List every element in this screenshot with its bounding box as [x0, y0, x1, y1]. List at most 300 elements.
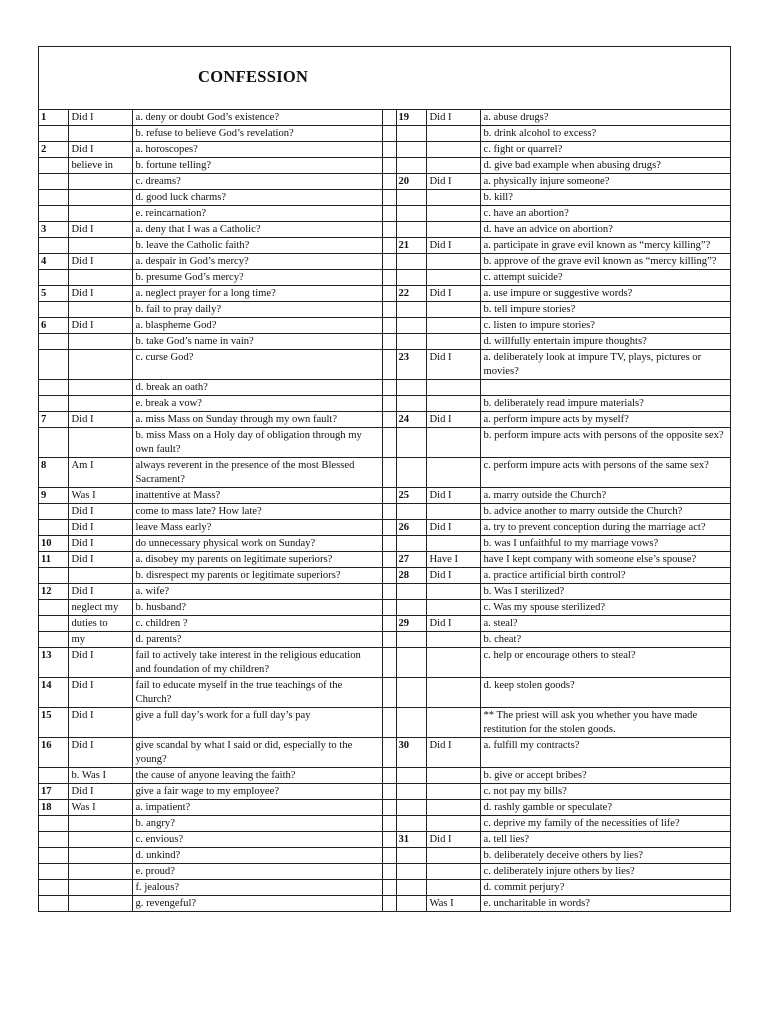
item-question: c. not pay my bills? [480, 784, 730, 800]
item-number [396, 380, 426, 396]
item-number: 21 [396, 238, 426, 254]
item-number: 29 [396, 616, 426, 632]
column-gap [382, 678, 396, 708]
item-number [396, 880, 426, 896]
item-number [39, 334, 68, 350]
item-prefix: Did I [68, 520, 132, 536]
item-number [396, 334, 426, 350]
item-number: 7 [39, 412, 68, 428]
item-number [39, 126, 68, 142]
item-question: a. participate in grave evil known as “mercy killing”? [480, 238, 730, 254]
item-prefix [68, 880, 132, 896]
column-gap [382, 632, 396, 648]
item-question: c. children ? [132, 616, 382, 632]
item-number: 31 [396, 832, 426, 848]
item-prefix: Did I [426, 350, 480, 380]
table-row [39, 412, 730, 428]
item-question: a. deliberately look at impure TV, plays, pictures or movies? [480, 350, 730, 380]
item-prefix [426, 536, 480, 552]
item-number: 19 [396, 110, 426, 126]
table-row [39, 350, 730, 380]
item-prefix: Did I [68, 254, 132, 270]
item-number [39, 174, 68, 190]
item-number [39, 380, 68, 396]
item-prefix [426, 848, 480, 864]
column-gap [382, 238, 396, 254]
item-number [396, 632, 426, 648]
item-question: a. neglect prayer for a long time? [132, 286, 382, 302]
page-title: CONFESSION [198, 67, 309, 86]
item-question: b. tell impure stories? [480, 302, 730, 318]
item-number [39, 396, 68, 412]
table-row [39, 110, 730, 126]
item-number [39, 206, 68, 222]
item-prefix [426, 380, 480, 396]
table-row [39, 648, 730, 678]
item-question: c. deliberately injure others by lies? [480, 864, 730, 880]
column-gap [382, 568, 396, 584]
item-question: b. disrespect my parents or legitimate superiors? [132, 568, 382, 584]
item-question: b. kill? [480, 190, 730, 206]
item-question: d. willfully entertain impure thoughts? [480, 334, 730, 350]
column-gap [382, 396, 396, 412]
item-prefix: Did I [426, 488, 480, 504]
item-prefix: Did I [426, 412, 480, 428]
item-prefix [426, 584, 480, 600]
item-prefix: Did I [68, 536, 132, 552]
item-prefix [426, 768, 480, 784]
item-number [396, 864, 426, 880]
item-number [39, 350, 68, 380]
item-prefix: Did I [426, 832, 480, 848]
column-gap [382, 380, 396, 396]
item-question: a. horoscopes? [132, 142, 382, 158]
table-row [39, 504, 730, 520]
item-question: c. perform impure acts with persons of the same sex? [480, 458, 730, 488]
item-question: d. keep stolen goods? [480, 678, 730, 708]
item-number: 18 [39, 800, 68, 816]
item-number: 1 [39, 110, 68, 126]
table-row [39, 318, 730, 334]
item-number: 20 [396, 174, 426, 190]
item-prefix: believe in [68, 158, 132, 174]
table-row [39, 832, 730, 848]
table-row [39, 678, 730, 708]
column-gap [382, 504, 396, 520]
item-number [39, 158, 68, 174]
item-prefix: Did I [68, 142, 132, 158]
column-gap [382, 190, 396, 206]
item-number [39, 768, 68, 784]
item-question: give scandal by what I said or did, especially to the young? [132, 738, 382, 768]
item-prefix: Did I [68, 318, 132, 334]
item-number: 23 [396, 350, 426, 380]
item-prefix [68, 896, 132, 912]
item-number [396, 206, 426, 222]
item-prefix [426, 254, 480, 270]
table-row [39, 222, 730, 238]
item-number [39, 504, 68, 520]
item-prefix: Have I [426, 552, 480, 568]
item-prefix [68, 238, 132, 254]
item-question: b. refuse to believe God’s revelation? [132, 126, 382, 142]
column-gap [382, 600, 396, 616]
item-number [396, 158, 426, 174]
item-question: a. despair in God’s mercy? [132, 254, 382, 270]
item-question: a. steal? [480, 616, 730, 632]
column-gap [382, 254, 396, 270]
column-gap [382, 334, 396, 350]
item-prefix [426, 504, 480, 520]
item-number: 4 [39, 254, 68, 270]
item-prefix [68, 126, 132, 142]
item-question: c. listen to impure stories? [480, 318, 730, 334]
item-question: b. deliberately read impure materials? [480, 396, 730, 412]
item-question: b. deliberately deceive others by lies? [480, 848, 730, 864]
item-prefix [68, 428, 132, 458]
item-prefix: Did I [426, 738, 480, 768]
item-prefix [426, 632, 480, 648]
item-number: 15 [39, 708, 68, 738]
item-question: a. physically injure someone? [480, 174, 730, 190]
item-number: 2 [39, 142, 68, 158]
column-gap [382, 428, 396, 458]
item-number [396, 896, 426, 912]
item-question: b. approve of the grave evil known as “mercy killing”? [480, 254, 730, 270]
item-number [39, 632, 68, 648]
item-question: d. break an oath? [132, 380, 382, 396]
item-question: a. fulfill my contracts? [480, 738, 730, 768]
column-gap [382, 458, 396, 488]
item-prefix: Did I [68, 110, 132, 126]
item-question: b. angry? [132, 816, 382, 832]
item-number [396, 648, 426, 678]
column-gap [382, 206, 396, 222]
item-prefix: Did I [426, 286, 480, 302]
item-number [39, 600, 68, 616]
column-gap [382, 142, 396, 158]
item-number: 5 [39, 286, 68, 302]
item-number [396, 142, 426, 158]
item-question: b. Was I sterilized? [480, 584, 730, 600]
column-gap [382, 110, 396, 126]
column-gap [382, 768, 396, 784]
column-gap [382, 784, 396, 800]
item-prefix [68, 380, 132, 396]
item-prefix: Did I [426, 616, 480, 632]
item-prefix [68, 302, 132, 318]
item-prefix: my [68, 632, 132, 648]
item-prefix: Did I [68, 222, 132, 238]
item-prefix: Did I [426, 568, 480, 584]
table-row [39, 536, 730, 552]
item-prefix [426, 458, 480, 488]
item-number: 9 [39, 488, 68, 504]
table-row [39, 174, 730, 190]
table-row [39, 896, 730, 912]
item-prefix: duties to [68, 616, 132, 632]
item-prefix: Did I [68, 648, 132, 678]
item-prefix [426, 270, 480, 286]
item-number [396, 848, 426, 864]
item-prefix: Did I [426, 174, 480, 190]
column-gap [382, 488, 396, 504]
item-number [396, 678, 426, 708]
item-question: a. deny or doubt God’s existence? [132, 110, 382, 126]
item-question: a. use impure or suggestive words? [480, 286, 730, 302]
item-question: fail to actively take interest in the religious education and foundation of my children? [132, 648, 382, 678]
item-question: ** The priest will ask you whether you have made restitution for the stolen goods. [480, 708, 730, 738]
item-question: b. miss Mass on a Holy day of obligation through my own fault? [132, 428, 382, 458]
item-question: give a fair wage to my employee? [132, 784, 382, 800]
item-number [39, 816, 68, 832]
item-question: c. Was my spouse sterilized? [480, 600, 730, 616]
item-question: d. have an advice on abortion? [480, 222, 730, 238]
item-number: 16 [39, 738, 68, 768]
table-row [39, 428, 730, 458]
item-number: 30 [396, 738, 426, 768]
item-question: c. attempt suicide? [480, 270, 730, 286]
item-number [396, 428, 426, 458]
table-row [39, 616, 730, 632]
item-number [396, 318, 426, 334]
item-question: a. marry outside the Church? [480, 488, 730, 504]
item-prefix [68, 206, 132, 222]
item-question: a. perform impure acts by myself? [480, 412, 730, 428]
item-prefix [426, 222, 480, 238]
table-row [39, 738, 730, 768]
item-prefix [426, 784, 480, 800]
item-question: have I kept company with someone else’s spouse? [480, 552, 730, 568]
confession-table [39, 110, 730, 911]
table-row [39, 568, 730, 584]
item-prefix [68, 864, 132, 880]
item-number: 8 [39, 458, 68, 488]
item-number: 6 [39, 318, 68, 334]
table-row [39, 142, 730, 158]
item-number: 13 [39, 648, 68, 678]
column-gap [382, 350, 396, 380]
item-number: 14 [39, 678, 68, 708]
item-prefix: Am I [68, 458, 132, 488]
item-prefix [68, 190, 132, 206]
table-row [39, 708, 730, 738]
item-number [396, 816, 426, 832]
item-question: always reverent in the presence of the most Blessed Sacrament? [132, 458, 382, 488]
item-number: 26 [396, 520, 426, 536]
table-row [39, 880, 730, 896]
item-prefix: Did I [68, 708, 132, 738]
item-prefix: Did I [68, 552, 132, 568]
confession-sheet [38, 46, 731, 912]
item-question: come to mass late? How late? [132, 504, 382, 520]
column-gap [382, 222, 396, 238]
column-gap [382, 880, 396, 896]
item-number [396, 708, 426, 738]
item-prefix [426, 428, 480, 458]
item-prefix: Did I [426, 520, 480, 536]
table-row [39, 800, 730, 816]
item-question: the cause of anyone leaving the faith? [132, 768, 382, 784]
item-question: c. have an abortion? [480, 206, 730, 222]
item-number [396, 270, 426, 286]
column-gap [382, 738, 396, 768]
item-question: b. perform impure acts with persons of the opposite sex? [480, 428, 730, 458]
table-row [39, 190, 730, 206]
table-row [39, 552, 730, 568]
item-prefix [426, 708, 480, 738]
column-gap [382, 158, 396, 174]
item-number [396, 126, 426, 142]
item-prefix: Was I [426, 896, 480, 912]
column-gap [382, 816, 396, 832]
item-question: a. deny that I was a Catholic? [132, 222, 382, 238]
item-prefix [426, 600, 480, 616]
item-number [39, 520, 68, 536]
item-prefix: Did I [68, 738, 132, 768]
table-row [39, 302, 730, 318]
item-question: d. give bad example when abusing drugs? [480, 158, 730, 174]
item-prefix: Did I [68, 504, 132, 520]
item-number: 11 [39, 552, 68, 568]
item-question: leave Mass early? [132, 520, 382, 536]
item-question: d. rashly gamble or speculate? [480, 800, 730, 816]
column-gap [382, 832, 396, 848]
item-prefix [426, 864, 480, 880]
item-number: 3 [39, 222, 68, 238]
table-row [39, 816, 730, 832]
item-prefix: b. Was I [68, 768, 132, 784]
item-prefix [68, 568, 132, 584]
item-question [480, 380, 730, 396]
column-gap [382, 412, 396, 428]
item-prefix [426, 318, 480, 334]
column-gap [382, 174, 396, 190]
item-number [396, 190, 426, 206]
item-number [39, 238, 68, 254]
item-question: b. drink alcohol to excess? [480, 126, 730, 142]
item-number [396, 396, 426, 412]
table-row [39, 158, 730, 174]
column-gap [382, 864, 396, 880]
item-question: inattentive at Mass? [132, 488, 382, 504]
item-question: e. break a vow? [132, 396, 382, 412]
item-question: c. deprive my family of the necessities of life? [480, 816, 730, 832]
table-row [39, 238, 730, 254]
item-question: a. wife? [132, 584, 382, 600]
item-question: e. reincarnation? [132, 206, 382, 222]
item-question: fail to educate myself in the true teachings of the Church? [132, 678, 382, 708]
item-prefix [426, 302, 480, 318]
item-question: b. husband? [132, 600, 382, 616]
table-row [39, 206, 730, 222]
item-prefix: Was I [68, 800, 132, 816]
item-question: c. curse God? [132, 350, 382, 380]
title-box [39, 47, 730, 110]
item-prefix: Was I [68, 488, 132, 504]
item-number: 10 [39, 536, 68, 552]
table-row [39, 848, 730, 864]
table-row [39, 286, 730, 302]
item-question: d. unkind? [132, 848, 382, 864]
item-prefix [68, 816, 132, 832]
item-question: do unnecessary physical work on Sunday? [132, 536, 382, 552]
column-gap [382, 286, 396, 302]
item-number: 12 [39, 584, 68, 600]
item-number [396, 222, 426, 238]
item-prefix [68, 848, 132, 864]
table-row [39, 270, 730, 286]
item-number [396, 768, 426, 784]
table-row [39, 396, 730, 412]
item-prefix [68, 350, 132, 380]
column-gap [382, 648, 396, 678]
item-number: 22 [396, 286, 426, 302]
item-question: b. presume God’s mercy? [132, 270, 382, 286]
item-number [39, 302, 68, 318]
column-gap [382, 800, 396, 816]
item-question: a. impatient? [132, 800, 382, 816]
item-number [396, 584, 426, 600]
item-question: b. fortune telling? [132, 158, 382, 174]
item-number [39, 896, 68, 912]
column-gap [382, 302, 396, 318]
item-prefix [426, 800, 480, 816]
item-question: a. try to prevent conception during the marriage act? [480, 520, 730, 536]
table-row [39, 458, 730, 488]
item-question: d. commit perjury? [480, 880, 730, 896]
item-number [396, 784, 426, 800]
item-question: d. parents? [132, 632, 382, 648]
item-question: b. was I unfaithful to my marriage vows? [480, 536, 730, 552]
item-question: c. dreams? [132, 174, 382, 190]
item-prefix [426, 190, 480, 206]
item-number [39, 864, 68, 880]
item-prefix [426, 206, 480, 222]
item-question: a. miss Mass on Sunday through my own fault? [132, 412, 382, 428]
item-prefix [68, 270, 132, 286]
item-number [39, 270, 68, 286]
item-prefix [426, 816, 480, 832]
column-gap [382, 552, 396, 568]
table-row [39, 632, 730, 648]
item-question: b. give or accept bribes? [480, 768, 730, 784]
table-row [39, 584, 730, 600]
item-question: c. help or encourage others to steal? [480, 648, 730, 678]
item-prefix [426, 880, 480, 896]
item-question: b. fail to pray daily? [132, 302, 382, 318]
item-prefix: Did I [68, 412, 132, 428]
item-prefix: Did I [426, 110, 480, 126]
item-number [39, 832, 68, 848]
item-number: 25 [396, 488, 426, 504]
item-number [39, 568, 68, 584]
item-prefix [426, 396, 480, 412]
column-gap [382, 848, 396, 864]
item-question: e. uncharitable in words? [480, 896, 730, 912]
item-number: 27 [396, 552, 426, 568]
item-number [396, 800, 426, 816]
item-number [396, 600, 426, 616]
item-question: b. leave the Catholic faith? [132, 238, 382, 254]
table-row [39, 768, 730, 784]
item-number [396, 302, 426, 318]
table-row [39, 254, 730, 270]
item-question: b. advice another to marry outside the Church? [480, 504, 730, 520]
item-number [396, 504, 426, 520]
item-question: c. fight or quarrel? [480, 142, 730, 158]
item-question: d. good luck charms? [132, 190, 382, 206]
